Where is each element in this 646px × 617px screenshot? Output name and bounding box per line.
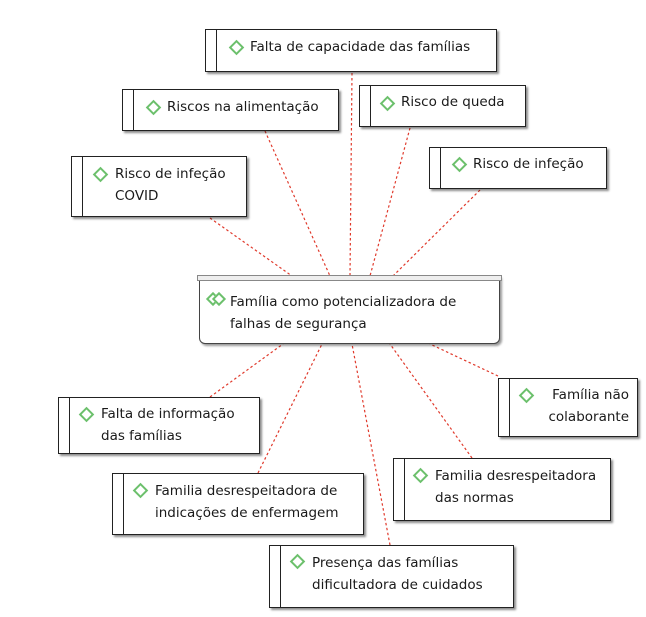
node-label: Riscos na alimentação: [167, 99, 319, 115]
node-side-bar: [509, 379, 510, 436]
node-side-bar: [123, 474, 124, 534]
link-risco-infecao: [393, 190, 480, 276]
diamond-icon: [229, 40, 245, 56]
link-desrespeitadora-normas: [390, 344, 472, 458]
node-desrespeitadora-normas[interactable]: [393, 458, 611, 521]
node-side-bar: [370, 86, 371, 126]
node-risco-queda[interactable]: [359, 85, 526, 127]
diamond-icon: [452, 157, 468, 173]
node-side-bar: [216, 30, 217, 71]
node-risco-covid[interactable]: [71, 156, 247, 217]
diamond-icon: [290, 554, 306, 570]
node-side-bar: [69, 398, 70, 453]
node-riscos-alimentacao[interactable]: [122, 89, 339, 131]
node-side-bar: [440, 148, 441, 188]
link-falta-capacidade: [350, 73, 352, 276]
node-side-bar: [82, 157, 83, 216]
node-label: Risco de infeção: [473, 156, 584, 172]
node-side-bar: [133, 90, 134, 130]
link-familia-nao-colaborante: [430, 344, 498, 376]
node-desrespeitadora-indicacoes[interactable]: [112, 473, 364, 535]
central-theme-node[interactable]: [199, 276, 500, 344]
diamond-icon: [93, 167, 109, 183]
node-label: Falta de informação das famílias: [101, 406, 235, 444]
diamond-icon: [79, 407, 95, 423]
node-familia-nao-colaborante[interactable]: [498, 378, 638, 437]
node-label: Risco de infeção COVID: [115, 166, 226, 204]
node-risco-infecao[interactable]: [429, 147, 607, 189]
node-label: Familia desrespeitadora de indicações de enfermagem: [155, 483, 339, 521]
diamond-icon: [380, 96, 396, 112]
central-node-topbar: [197, 275, 502, 281]
diamond-icon: [133, 483, 149, 499]
link-risco-covid: [210, 218, 292, 276]
node-label: Falta de capacidade das famílias: [250, 39, 471, 55]
link-risco-queda: [370, 128, 410, 276]
link-desrespeitadora-indicacoes: [258, 344, 322, 473]
node-falta-capacidade[interactable]: [205, 29, 497, 72]
diamond-icon: [146, 100, 162, 116]
link-falta-informacao: [210, 344, 283, 397]
node-side-bar: [404, 459, 405, 520]
central-theme-label: Família como potencializadora de falhas de segurança: [230, 294, 457, 332]
diamond-icon: [519, 388, 535, 404]
link-riscos-alimentacao: [265, 131, 330, 276]
node-presenca-dificultadora[interactable]: [269, 545, 514, 608]
node-label: Família não colaborante: [548, 387, 629, 425]
node-falta-informacao[interactable]: [58, 397, 260, 454]
diamond-icon: [413, 468, 429, 484]
node-label: Familia desrespeitadora das normas: [435, 468, 597, 506]
node-side-bar: [280, 546, 281, 607]
node-label: Risco de queda: [401, 94, 505, 110]
node-label: Presença das famílias dificultadora de cuidados: [312, 555, 483, 593]
